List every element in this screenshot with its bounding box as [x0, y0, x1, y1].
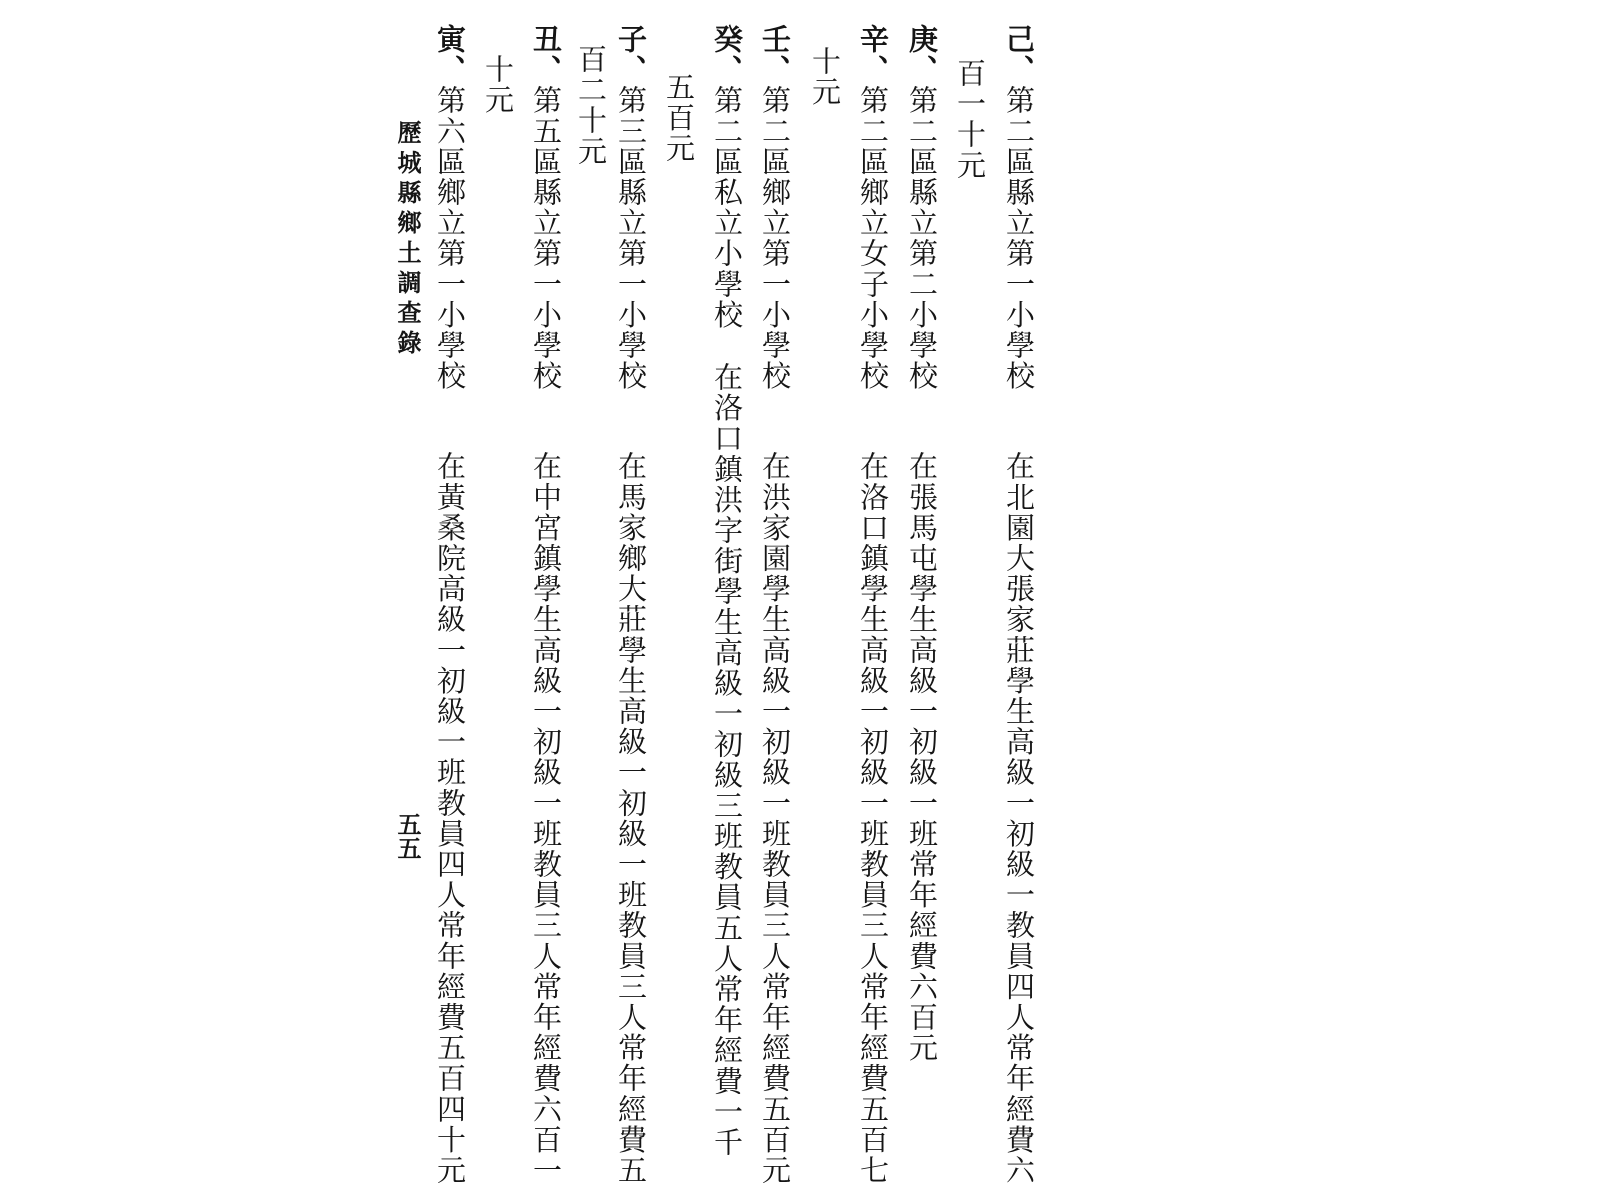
entry-continuation: 百一十元	[953, 58, 987, 181]
school-name: 第三區縣立第一小學校	[614, 85, 648, 392]
entry-label: 己、	[1002, 24, 1036, 86]
entry-label: 庚、	[905, 24, 939, 86]
school-details: 在洪家園學生高級一初級一班教員三人常年經費五百元	[758, 451, 792, 1186]
entry-gui	[710, 24, 744, 1158]
entry-label: 丑、	[529, 24, 563, 86]
school-name: 第二區鄉立第一小學校	[758, 85, 792, 392]
entry-yin	[433, 24, 467, 1186]
school-name: 第五區縣立第一小學校	[529, 85, 563, 392]
school-details: 在張馬屯學生高級一初級一班常年經費六百元	[905, 451, 939, 1064]
entry-chou	[529, 24, 563, 1186]
school-details: 在洛口鎮洪字街學生高級一初級三班教員五人常年經費一千	[710, 362, 744, 1158]
school-details: 在中宮鎮學生高級一初級一班教員三人常年經費六百一	[529, 451, 563, 1186]
entry-xin	[856, 24, 890, 1186]
entry-label: 子、	[614, 24, 648, 86]
school-details: 在洛口鎮學生高級一初級一班教員三人常年經費五百七	[856, 451, 890, 1186]
school-details: 在北園大張家莊學生高級一初級一教員四人常年經費六	[1002, 451, 1036, 1186]
entry-zi	[614, 24, 648, 1186]
entry-label: 辛、	[856, 24, 890, 86]
entry-continuation: 十元	[808, 46, 842, 108]
entry-label: 壬、	[758, 24, 792, 86]
school-name: 第二區縣立第二小學校	[905, 85, 939, 392]
page-number: 五五	[393, 812, 422, 860]
entry-label: 癸、	[710, 24, 744, 86]
entry-label: 寅、	[433, 24, 467, 86]
entry-continuation: 百二十元	[574, 44, 608, 167]
school-details: 在黃桑院高級一初級一班教員四人常年經費五百四十元	[433, 451, 467, 1186]
school-name: 第二區縣立第一小學校	[1002, 85, 1036, 392]
school-name: 第六區鄉立第一小學校	[433, 85, 467, 392]
entry-geng	[905, 24, 939, 1064]
school-name: 第二區鄉立女子小學校	[856, 85, 890, 392]
entry-ren	[758, 24, 792, 1186]
school-details: 在馬家鄉大莊學生高級一初級一班教員三人常年經費五	[614, 451, 648, 1186]
entry-continuation: 五百元	[662, 72, 696, 164]
entry-ji	[1002, 24, 1036, 1186]
running-header: 歷城縣鄉土調查錄	[393, 120, 422, 360]
school-name: 第二區私立小學校	[710, 85, 744, 331]
entry-continuation: 十元	[481, 54, 515, 116]
